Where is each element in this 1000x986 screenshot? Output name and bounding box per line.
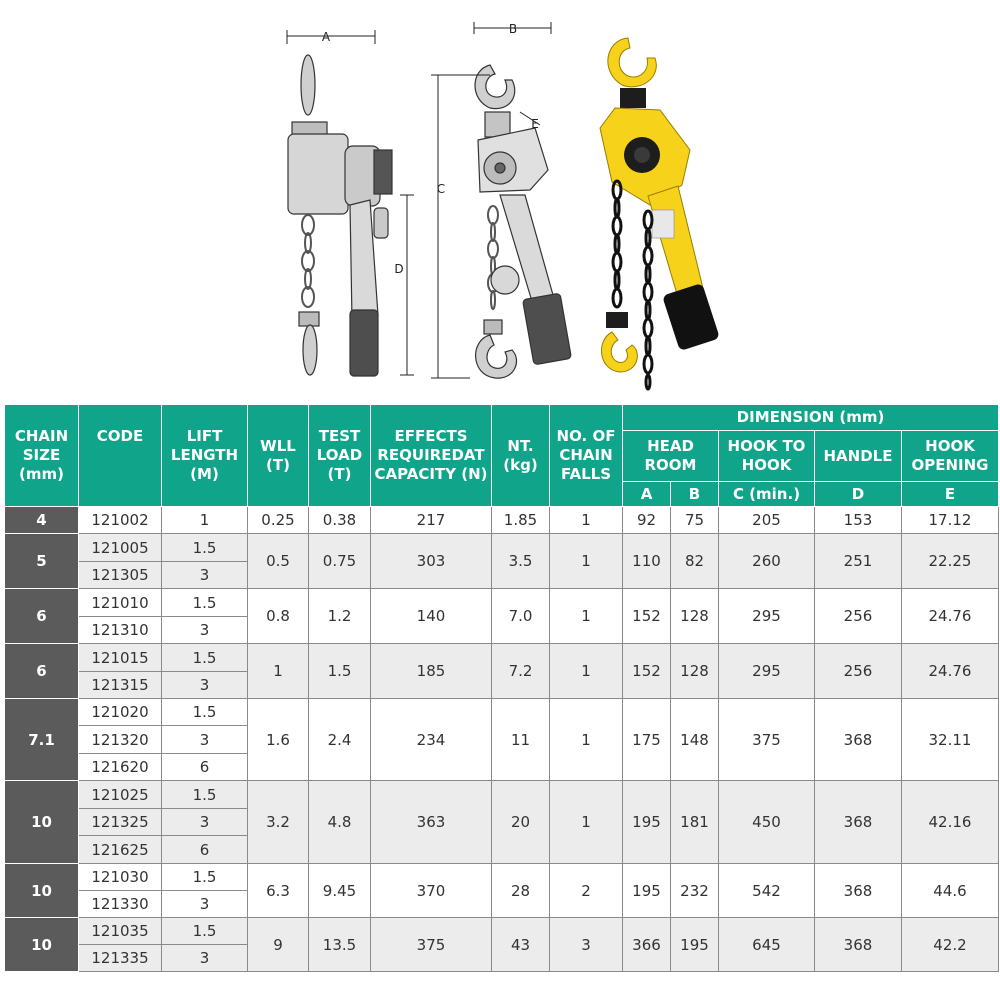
- cell-dim-c: 260: [719, 534, 815, 589]
- table-row: [5, 644, 999, 672]
- cell-dim-d: 368: [815, 864, 902, 918]
- cell-code: 121620: [79, 754, 162, 781]
- cell-test-load: 2.4: [309, 699, 371, 781]
- header-head-room: HEAD ROOM: [623, 431, 719, 482]
- cell-test-load: 0.75: [309, 534, 371, 589]
- cell-wll: 1: [248, 644, 309, 699]
- cell-dim-e: 44.6: [902, 864, 999, 918]
- cell-dim-e: 24.76: [902, 589, 999, 644]
- cell-lift-length: 3: [162, 562, 248, 589]
- cell-nt: 7.2: [492, 644, 550, 699]
- cell-lift-length: 6: [162, 836, 248, 864]
- cell-test-load: 1.5: [309, 644, 371, 699]
- cell-code: 121310: [79, 617, 162, 644]
- cell-wll: 3.2: [248, 781, 309, 864]
- cell-dim-c: 375: [719, 699, 815, 781]
- front-view-drawing: [287, 30, 414, 376]
- cell-code: 121005: [79, 534, 162, 562]
- cell-dim-e: 22.25: [902, 534, 999, 589]
- cell-chain-falls: 1: [550, 644, 623, 699]
- cell-effects: 234: [371, 699, 492, 781]
- cell-lift-length: 1: [162, 507, 248, 534]
- cell-effects: 363: [371, 781, 492, 864]
- cell-nt: 1.85: [492, 507, 550, 534]
- cell-lift-length: 1.5: [162, 644, 248, 672]
- cell-code: 121020: [79, 699, 162, 726]
- table-row: [5, 699, 999, 726]
- cell-lift-length: 6: [162, 754, 248, 781]
- cell-chain-falls: 1: [550, 589, 623, 644]
- cell-wll: 0.8: [248, 589, 309, 644]
- cell-effects: 140: [371, 589, 492, 644]
- header-dim-c: C (min.): [719, 482, 815, 507]
- cell-dim-c: 645: [719, 918, 815, 972]
- cell-chain-size: 7.1: [5, 699, 79, 781]
- cell-lift-length: 1.5: [162, 864, 248, 891]
- cell-dim-e: 42.2: [902, 918, 999, 972]
- cell-test-load: 1.2: [309, 589, 371, 644]
- cell-lift-length: 1.5: [162, 699, 248, 726]
- cell-wll: 1.6: [248, 699, 309, 781]
- header-chain-falls: NO. OF CHAIN FALLS: [550, 405, 623, 507]
- cell-dim-d: 256: [815, 644, 902, 699]
- cell-chain-falls: 2: [550, 864, 623, 918]
- cell-code: 121325: [79, 809, 162, 836]
- cell-test-load: 4.8: [309, 781, 371, 864]
- cell-test-load: 0.38: [309, 507, 371, 534]
- cell-effects: 185: [371, 644, 492, 699]
- header-dim-a: A: [623, 482, 671, 507]
- cell-code: 121002: [79, 507, 162, 534]
- cell-nt: 20: [492, 781, 550, 864]
- cell-effects: 375: [371, 918, 492, 972]
- cell-nt: 3.5: [492, 534, 550, 589]
- cell-dim-b: 128: [671, 589, 719, 644]
- specification-table: [4, 404, 999, 972]
- cell-dim-a: 152: [623, 644, 671, 699]
- header-test-load: TEST LOAD (T): [309, 405, 371, 507]
- cell-wll: 6.3: [248, 864, 309, 918]
- cell-dim-d: 368: [815, 699, 902, 781]
- cell-dim-e: 17.12: [902, 507, 999, 534]
- cell-code: 121320: [79, 726, 162, 754]
- header-chain-size: CHAIN SIZE (mm): [5, 405, 79, 507]
- cell-code: 121330: [79, 891, 162, 918]
- cell-chain-size: 10: [5, 864, 79, 918]
- cell-dim-e: 42.16: [902, 781, 999, 864]
- cell-effects: 303: [371, 534, 492, 589]
- label-a: A: [321, 30, 331, 44]
- cell-dim-c: 205: [719, 507, 815, 534]
- cell-lift-length: 3: [162, 726, 248, 754]
- table-row: [5, 864, 999, 891]
- cell-chain-size: 10: [5, 918, 79, 972]
- cell-dim-d: 368: [815, 918, 902, 972]
- cell-lift-length: 3: [162, 617, 248, 644]
- header-effects: EFFECTS REQUIREDAT CAPACITY (N): [371, 405, 492, 507]
- cell-dim-d: 153: [815, 507, 902, 534]
- cell-code: 121025: [79, 781, 162, 809]
- header-code: CODE: [79, 405, 162, 507]
- cell-chain-size: 5: [5, 534, 79, 589]
- table-body: [5, 507, 999, 972]
- cell-effects: 217: [371, 507, 492, 534]
- label-c: C: [436, 182, 446, 196]
- cell-dim-c: 295: [719, 589, 815, 644]
- header-handle: HANDLE: [815, 431, 902, 482]
- cell-lift-length: 3: [162, 891, 248, 918]
- cell-code: 121625: [79, 836, 162, 864]
- table-row: [5, 589, 999, 617]
- header-dim-b: B: [671, 482, 719, 507]
- cell-dim-b: 82: [671, 534, 719, 589]
- cell-dim-d: 256: [815, 589, 902, 644]
- cell-chain-falls: 1: [550, 534, 623, 589]
- header-dimension: DIMENSION (mm): [623, 405, 999, 431]
- cell-lift-length: 1.5: [162, 781, 248, 809]
- table-row: [5, 534, 999, 562]
- cell-dim-d: 251: [815, 534, 902, 589]
- table-row: [5, 781, 999, 809]
- cell-code: 121030: [79, 864, 162, 891]
- cell-dim-a: 175: [623, 699, 671, 781]
- cell-dim-c: 450: [719, 781, 815, 864]
- cell-dim-b: 128: [671, 644, 719, 699]
- cell-chain-falls: 1: [550, 507, 623, 534]
- header-hook-opening: HOOK OPENING: [902, 431, 999, 482]
- cell-wll: 0.25: [248, 507, 309, 534]
- cell-code: 121305: [79, 562, 162, 589]
- product-drawings: [0, 0, 1000, 400]
- side-view-drawing: [431, 22, 571, 378]
- cell-chain-falls: 1: [550, 699, 623, 781]
- cell-dim-b: 181: [671, 781, 719, 864]
- cell-lift-length: 1.5: [162, 589, 248, 617]
- cell-dim-d: 368: [815, 781, 902, 864]
- cell-chain-size: 4: [5, 507, 79, 534]
- table-row: [5, 507, 999, 534]
- cell-dim-b: 75: [671, 507, 719, 534]
- cell-lift-length: 3: [162, 809, 248, 836]
- cell-dim-b: 148: [671, 699, 719, 781]
- cell-dim-a: 195: [623, 781, 671, 864]
- cell-dim-a: 195: [623, 864, 671, 918]
- header-dim-e: E: [902, 482, 999, 507]
- cell-dim-c: 295: [719, 644, 815, 699]
- header-hook-to-hook: HOOK TO HOOK: [719, 431, 815, 482]
- cell-code: 121015: [79, 644, 162, 672]
- cell-code: 121035: [79, 918, 162, 945]
- cell-lift-length: 1.5: [162, 534, 248, 562]
- cell-dim-e: 32.11: [902, 699, 999, 781]
- cell-code: 121315: [79, 672, 162, 699]
- cell-wll: 9: [248, 918, 309, 972]
- cell-dim-e: 24.76: [902, 644, 999, 699]
- cell-lift-length: 3: [162, 945, 248, 972]
- cell-effects: 370: [371, 864, 492, 918]
- cell-chain-falls: 1: [550, 781, 623, 864]
- table-row: [5, 918, 999, 945]
- cell-test-load: 9.45: [309, 864, 371, 918]
- cell-dim-a: 152: [623, 589, 671, 644]
- cell-chain-falls: 3: [550, 918, 623, 972]
- cell-nt: 11: [492, 699, 550, 781]
- label-e: E: [531, 117, 539, 131]
- cell-nt: 7.0: [492, 589, 550, 644]
- header-wll: WLL (T): [248, 405, 309, 507]
- cell-nt: 28: [492, 864, 550, 918]
- cell-chain-size: 10: [5, 781, 79, 864]
- cell-dim-a: 92: [623, 507, 671, 534]
- header-nt: NT. (kg): [492, 405, 550, 507]
- cell-code: 121335: [79, 945, 162, 972]
- cell-dim-c: 542: [719, 864, 815, 918]
- label-d: D: [394, 262, 404, 276]
- cell-dim-b: 232: [671, 864, 719, 918]
- cell-dim-a: 366: [623, 918, 671, 972]
- cell-lift-length: 1.5: [162, 918, 248, 945]
- cell-dim-a: 110: [623, 534, 671, 589]
- cell-nt: 43: [492, 918, 550, 972]
- cell-dim-b: 195: [671, 918, 719, 972]
- label-b: B: [508, 22, 518, 36]
- yellow-hoist-image: [600, 38, 720, 389]
- cell-code: 121010: [79, 589, 162, 617]
- header-dim-d: D: [815, 482, 902, 507]
- cell-test-load: 13.5: [309, 918, 371, 972]
- header-lift-length: LIFT LENGTH (M): [162, 405, 248, 507]
- cell-lift-length: 3: [162, 672, 248, 699]
- cell-wll: 0.5: [248, 534, 309, 589]
- cell-chain-size: 6: [5, 644, 79, 699]
- cell-chain-size: 6: [5, 589, 79, 644]
